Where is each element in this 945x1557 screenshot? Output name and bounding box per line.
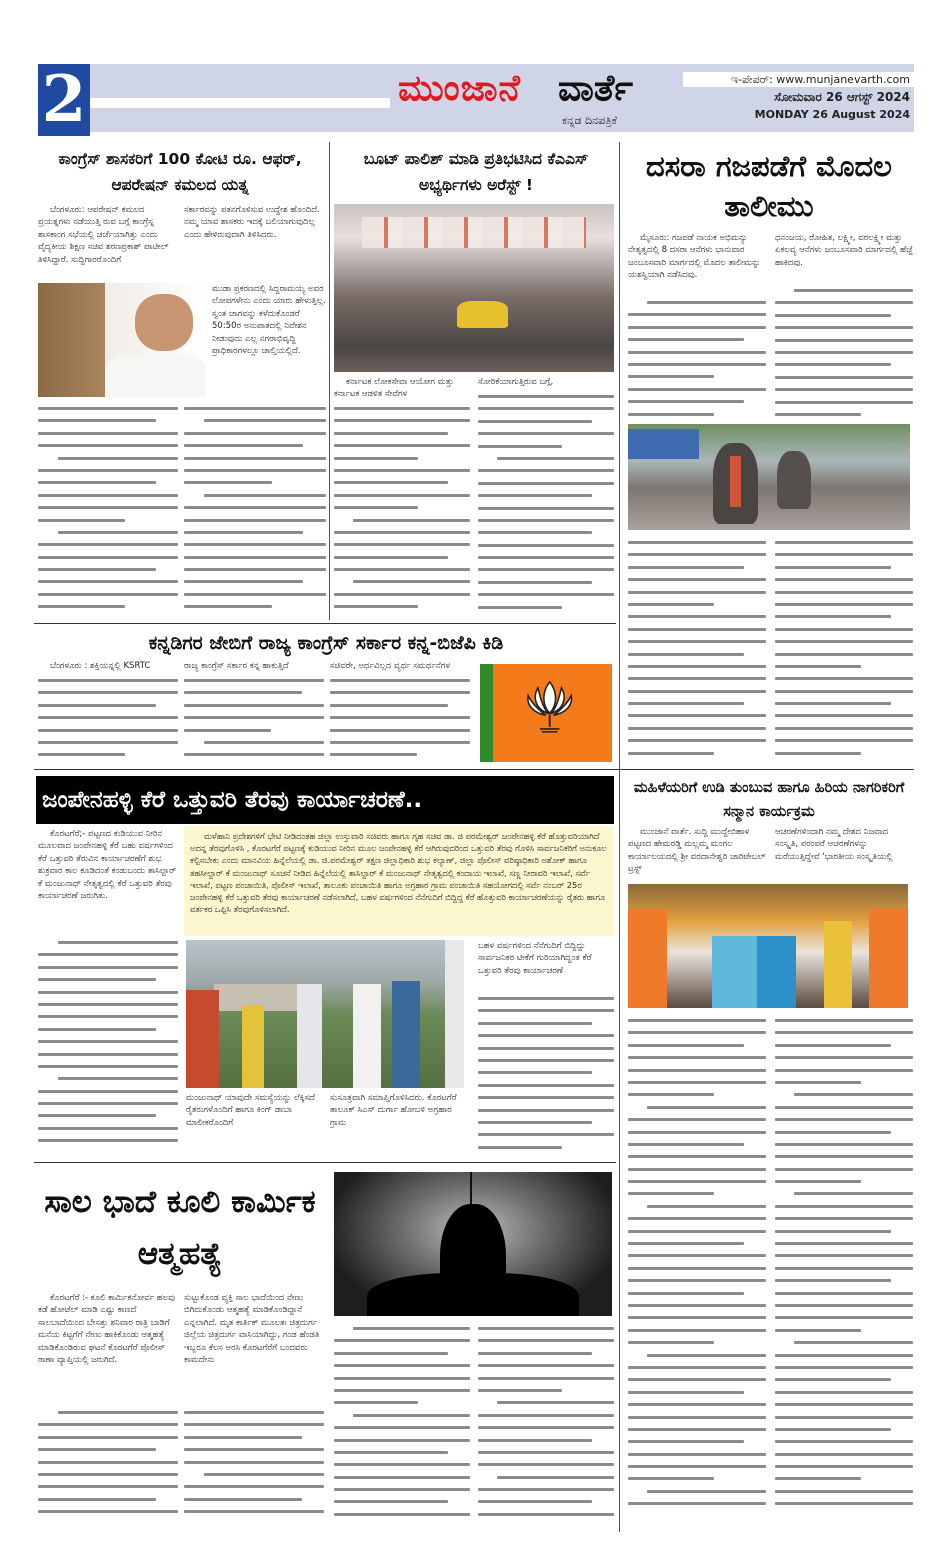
article-lead: ಕರ್ನಾಟಕ ಲೋಕಸೇವಾ ಆಯೋಗ ಮತ್ತು ಕರ್ನಾಟಕ ಆಡಳಿತ ಸೇವೆಗಳ — [334, 377, 454, 400]
article-text: ಧನಂಜಯ, ರೋಹಿತ, ಲಕ್ಷ್ಮೀ, ವರಲಕ್ಷ್ಮೀ ಮತ್ತು ಏಕಲವ್ಯ ಆನೆಗಳು ಜಂಬೂಸವಾರಿ ಮಾರ್ಗದಲ್ಲಿ ಹೆಜ್ಜೆ ಹಾಕಿದವು. — [775, 233, 913, 268]
lake-inspection-photo — [186, 940, 464, 1088]
section-divider — [34, 623, 616, 624]
date-kannada: ಸೋಮವಾರ 26 ಆಗಸ್ಟ್ 2024 — [774, 90, 910, 104]
article-text: ಸೋರಿಕೆಯಾಗುತ್ತಿರುವ ಬಗ್ಗೆ, — [478, 377, 554, 387]
article-body — [184, 402, 326, 616]
article-text: ರಾಜ್ಯ ಕಾಂಗ್ರೆಸ್ ಸರ್ಕಾರ ಕನ್ನ ಹಾಕುತ್ತಿದೆ — [184, 661, 289, 671]
article-body — [334, 402, 470, 616]
article-body — [184, 674, 324, 762]
article-text: ಮುಡಾ ಪ್ರಕರಣದಲ್ಲಿ ಸಿದ್ದರಾಮಯ್ಯ ಅವರ ಲೋಪಗಳೇನು ಎಂದು ಯಾರು ಹೇಳುತ್ತಿಲ್ಲ. ಸ್ವಂತ ಜಾಗವನ್ನು ಕಳೆದುಕೊಂಡರೆ 50:50ರ ಅನುಪಾತದಲ್ಲಿ ನಿವೇಶನ ನೀಡುವುದು ಎಲ್ಲ ನಗರಾಭಿವೃದ್ಧಿ ಪ್ರಾಧಿಕಾರಗಳಲ್ಲೂ ಚಾಲ್ತಿಯಲ್ಲಿದೆ. — [212, 284, 326, 357]
protest-photo — [334, 204, 614, 372]
bjp-logo — [480, 664, 612, 762]
article-body — [184, 1406, 324, 1526]
silhouette-photo — [334, 1172, 612, 1316]
article-text: ಸುಟ್ಟುಕೊಂಡ ವ್ಯಕ್ತಿ ಸಾಲ ಭಾದೆಯಿಂದ ನೇಣು ಬಿಗಿದುಕೊಂಡು ಆತ್ಮಹತ್ಯೆ ಮಾಡಿಕೊಂಡಿದ್ದಾನೆ ಎನ್ನಲಾಗಿದೆ. ಮೃತ ಕಾರ್ತಿಕ್ ಮೂಲತಃ ಚಿತ್ರದುರ್ಗ ಜಿಲ್ಲೆಯ ಚಿತ್ರದುರ್ಗ ವಾಸಿಯಾಗಿದ್ದು, ಗಂಡ ಹೆಂಡತಿ ಇಬ್ಬರೂ ಕೆಲಸ ಅರಸಿ ಕೊರಟಗೆರೆಗೆ ಬಂದವರು ಕಾಮದೇನು — [184, 1293, 320, 1366]
article-lead: ಕೊರಟಗೆರೆ :- ಕೂಲಿ ಕಾರ್ಮಿಕನೋರ್ವ ಹಲವು ಕಡೆ ಹೋಟೆಲ್ ಮಾಡಿ ಎಷ್ಟು ಕಾಣದೆ ಸಾಲಬಾದೆಯಿಂದ ಬೇಸತ್ತು ಶನಿವಾರ ರಾತ್ರಿ ಬಾಡಿಗೆ ಮನೆಯ ಕಿಟ್ಟಗೆಗೆ ನೇಣು ಹಾಕಿಕೊಂಡು ಆತ್ಮಹತ್ಯೆ ಮಾಡಿಕೊಂಡಿರುವ ಘಟನೆ ಕೊರಟಗೆರೆ ಪೊಲೀಸ್ ಠಾಣಾ ವ್ಯಾಪ್ತಿಯಲ್ಲಿ ಜರುಗಿದೆ. — [38, 1293, 176, 1366]
article-lead: ಕೊರಟಗೆರೆ;- ಪಟ್ಟಣದ ಕುಡಿಯುವ ನೀರಿನ ಮೂಲವಾದ ಜಂಪೇನಹಳ್ಳಿ ಕೆರೆ ಬಹು ವರ್ಷಗಳಿಂದ ಕೆರೆ ಒತ್ತುವರಿ ತೆರುವಿನ ಕಾರ್ಯಾಚರಣೆಗೆ ಶುಭ ಶುಕ್ರವಾರ ಕಾಲ ಕೂಡಿದಂತೆ ಕಂಡುಬಂದು ತಾಸಿಲ್ದಾರ್ ಕೆ ಮಂಜುನಾಥ್ ನೇತೃತ್ವದಲ್ಲಿ ಕೆರೆ ಒತ್ತುವರಿ ತೆರವು ಕಾರ್ಯಾಚರಣೆ ಜರುಗಿತು. — [38, 829, 177, 902]
elephants-photo — [628, 424, 910, 530]
article-body — [478, 992, 614, 1156]
headline: ಸಾಲ ಭಾದೆ ಕೂಲಿ ಕಾರ್ಮಿಕ ಆತ್ಮಹತ್ಯೆ — [44, 1184, 316, 1272]
article-lead: ಮೈಸೂರು: ಗಜಪಡೆ ನಾಯಕ ಅಭಿಮನ್ಯು ನೇತೃತ್ವದಲ್ಲಿ 8 ದಸರಾ ಆನೆಗಳು ಭಾನುವಾರ ಜಂಬೂಸವಾರಿ ಮಾರ್ಗದಲ್ಲಿ ಮೊದಲ ತಾಲೀಮನ್ನು ಯಶಸ್ವಿಯಾಗಿ ನಡೆಸಿದವು. — [628, 233, 761, 281]
headline: ಮಹಿಳೆಯರಿಗೆ ಉಡಿ ತುಂಬುವ ಹಾಗೂ ಹಿರಿಯ ನಾಗರಿಕರಿಗೆ ಸನ್ಮಾನ ಕಾರ್ಯಕ್ರಮ — [633, 780, 905, 820]
headline-band: ಜಂಪೇನಹಳ್ಳಿ ಕೆರೆ ಒತ್ತುವರಿ ತೆರವು ಕಾರ್ಯಾಚರಣೆ.. — [36, 776, 614, 824]
headline: ಕನ್ನಡಿಗರ ಜೇಬಿಗೆ ರಾಜ್ಯ ಕಾಂಗ್ರೆಸ್ ಸರ್ಕಾರ ಕನ್ನ-ಬಿಜೆಪಿ ಕಿಡಿ — [148, 632, 504, 654]
article-body — [38, 936, 178, 1156]
article-text: ಮಂಜುನಾಥ್ ಯಾವುದೇ ಸಮಸ್ಯೆಯನ್ನು ಲೆಕ್ಕಿಸದೆ ರೈತರುಗಳೊಂದಿಗೆ ಹಾಗೂ ಕಿಂಗ್ ಡಾಬಾ ಮಾಲೀಕರೊಂದಿಗೆ — [186, 1093, 315, 1128]
article-text: ಬಹಳ ವರ್ಷಗಳಿಂದ ನೆನೆಗುದಿಗೆ ಬಿದ್ದಿದ್ದು ಸಾರ್ವಜನಿಕರ ಟೀಕೆಗೆ ಗುರಿಯಾಗಿದ್ದಂತ ಕೆರೆ ಒತ್ತುವರಿ ತೆರವು ಕಾರ್ಯಾಚರಣೆ — [478, 941, 592, 976]
column-divider — [619, 142, 620, 1532]
section-divider — [34, 1162, 616, 1163]
article-body — [628, 536, 766, 766]
highlight-box: ಮಳೆಹಾನಿ ಪ್ರದೇಶಗಳಿಗೆ ಭೇಟಿ ನೀಡಿದಂತಹ ಜಿಲ್ಲಾ ಉಸ್ತುವಾರಿ ಸಚಿವರು ಹಾಗೂ ಗೃಹ ಸಚಿವ ಡಾ. ಜಿ ಪರಮೇಶ್ವರ್ ಜಂಪೇನಹಳ್ಳಿ ಕೆರೆ ಹೊತ್ತುವರಿಯಾಗಿದೆ ಅದನ್ನ ತೆರವುಗೊಳಿಸಿ , ಕೊರಟಗೆರೆ ಪಟ್ಟಣಕ್ಕೆ ಕುಡಿಯುವ ನೀರಿನ ಮೂಲ ಜಂಪೇನಹಳ್ಳಿ ಕೆರೆ ಆಗಿರುವುದರಿಂದ ಒತ್ತುವರಿ ತೆರವು ಗೊಳಿಸಿ ಸಾರ್ವಜನಿಕರಿಗೆ ಅನುಕೂಲ ಕಲ್ಪಿಸಬೇಕು ಎಂದು ಮಾನವಿಯ ಹಿನ್ನೆಲೆಯಲ್ಲಿ ಡಾ. ಜಿ.ಪರಮೇಶ್ವರ್ ತಕ್ಷಣ ಜಿಲ್ಲಾಧಿಕಾರಿ ಶುಭ ಕಲ್ಯಾಣ್, ಜಿಲ್ಲಾ ಪೊಲೀಸ್ ವರಿಷ್ಠಾಧಿಕಾರಿ ಅಶೋಕ್ ಹಾಗೂ ತಹಸೀಲ್ದಾರ್ ಕೆ ಮಂಜುನಾಥ್ ಸೂಚನೆ ನೀಡಿದ ಹಿನ್ನೆಲೆಯಲ್ಲಿ ತಾಸಿಲ್ದಾರ್ ಕೆ ಮಂಜುನಾಥ್ ನೇತೃತ್ವದಲ್ಲಿ ಕಂದಾಯ ಇಲಾಖೆ, ಸಣ್ಣ ನೀರಾವರಿ ಇಲಾಖೆ, ಸರ್ವೆ ಇಲಾಖೆ, ಪಟ್ಟಣ ಪಂಚಾಯಿತಿ, ಪೊಲೀಸ್ ಇಲಾಖೆ, ತಾಲೂಕು ಪಂಚಾಯಿತಿ ಹಾಗೂ ಅಗ್ರಹಾರ ಗ್ರಾಮ ಪಂಚಾಯಿತಿ ಸಹಯೋಗದಲ್ಲಿ ಸರ್ವೆ ನಂಬರ್ 25ರ ಜಂಪೇನಹಳ್ಳಿ ಕೆರೆ ಒತ್ತುವರಿ ತೆರವು ಕಾರ್ಯಾಚರಣೆ ನಡೆಸಲಾಗಿದೆ, ಬಹಳ ವರ್ಷಗಳಿಂದ ನೆನೆಗುದಿಗೆ ಬಿದ್ದಿದ್ದ ಕೆರೆ ಹೊತ್ತುವರಿ ಕಾರ್ಯಾಚರಣೆಯನ್ನು ರೈತರು ಹಾಗೂ ವರ್ತಕರ ಒಪ್ಪಿಸಿ ತೆರವುಗೊಳಿಸಲಾಗಿದೆ. — [184, 826, 614, 936]
page-number: 2 — [38, 64, 90, 136]
article-body — [334, 1322, 470, 1526]
article-text: ಸುಸೂತ್ರವಾಗಿ ಸಮಾಪ್ತಿಗೊಳಿಸಿದರು. ಕೊರಟಗೆರೆ ತಾಲೂಕ್ ಸಿಎಸ್ ದುರ್ಗಾ ಹೋಬಳಿ ಅಗ್ರಹಾರ ಗ್ರಾಮ — [330, 1093, 457, 1128]
article-body — [775, 536, 913, 766]
lotus-icon — [520, 676, 579, 735]
article-body — [775, 284, 913, 420]
brand-logo-black: ವಾರ್ತೆ — [558, 68, 633, 109]
article-body — [628, 296, 766, 420]
headline: ಕಾಂಗ್ರೆಸ್ ಶಾಸಕರಿಗೆ 100 ಕೋಟಿ ರೂ. ಆಫರ್, ಆಪರೇಷನ್ ಕಮಲದ ಯತ್ನ — [58, 150, 302, 194]
headline: ದಸರಾ ಗಜಪಡೆಗೆ ಮೊದಲ ತಾಲೀಮು — [646, 149, 892, 223]
column-divider — [329, 142, 330, 620]
date-english: MONDAY 26 August 2024 — [754, 108, 910, 121]
masthead-stripe — [90, 98, 390, 108]
article-body — [38, 402, 178, 616]
section-divider — [34, 769, 914, 770]
brand-tagline: ಕನ್ನಡ ದಿನಪತ್ರಿಕೆ — [562, 114, 618, 127]
article-text: ಸರ್ಕಾರವನ್ನು ಪತನಗೊಳಿಸುವ ಉದ್ದೇಶ ಹೊಂದಿದೆ. ನಮ್ಮ ಯಾವ ಶಾಸಕರು ಇದಕ್ಕೆ ಬಲಿಯಾಗುವುದಿಲ್ಲ ಎಂದು ಹೇಳಿರುವುದಾಗಿ ತಿಳಿಸಿದರು. — [184, 205, 320, 240]
article-body — [38, 1406, 178, 1526]
article-body — [628, 1014, 766, 1524]
article-lead: ಬೆಂಗಳೂರು: ಆಪರೇಷನ್ ಕಮಲದ ಪ್ರಯತ್ನಗಳು ನಡೆಯುತ್ತಿ ರುವ ಬಗ್ಗೆ ಕಾಂಗ್ರೆಸ್ನ ಶಾಸಕಾಂಗ ಸಭೆಯಲ್ಲಿ ಚರ್ಚೆಯಾಗಿತ್ತು ಎಂದು ವೈದ್ಯಕೀಯ ಶಿಕ್ಷಣ ಸಚಿವ ಶರಣಪ್ರಕಾಶ್ ಪಾಟೀಲ್ ತಿಳಿಸಿದ್ದಾರೆ. ಸುದ್ದಿಗಾರರೊಂದಿಗೆ — [38, 205, 169, 265]
article-lead: ಬೆಂಗಳೂರು : ಶಕ್ತಿಯನ್ನಲ್ಲಿ KSRTC — [50, 661, 151, 671]
politician-photo — [38, 283, 206, 397]
article-body — [478, 390, 614, 616]
article-text: ಸಚಿವರೇ, ಅರ್ಥವಿಲ್ಲದ ವ್ಯರ್ಥ ಸಮರ್ಥನೆಗಳ — [330, 661, 451, 671]
article-lead: ಮುಂಜಾನೆ ವಾರ್ತೆ. ಸುದ್ದಿ ಮುದ್ದೇಬಿಹಾಳ ಪಟ್ಟಣದ ಹೇಮರಡ್ಡಿ ಮಲ್ಲಮ್ಮ ಮಂಗಲ ಕಾರ್ಯಾಲಯದಲ್ಲಿ ಶ್ರೀ ವರದಾನೇಶ್ವರಿ ಚಾರಿಟೇಬಲ್ ಟ್ರಸ್ಟ್ — [628, 827, 766, 875]
felicitation-photo — [628, 884, 908, 1008]
article-body — [330, 674, 470, 762]
brand-logo-red: ಮುಂಜಾನೆ — [398, 68, 521, 109]
article-body — [775, 1014, 913, 1524]
epaper-link[interactable]: ಇ-ಪೇಪರ್: www.munjanevarth.com — [683, 72, 914, 87]
article-text: ಆಚರಣೆಗಳಿಂದಾಗಿ ನಮ್ಮ ದೇಶದ ನಿಜವಾದ ಸಂಸ್ಕೃತಿ, ಪರಂಪರೆ ಆಚರಣೆಗಳನ್ನು ಮರೆಯುತ್ತಿದ್ದೇವೆ 'ಭಾರತೀಯ ಸಂಸ್ಕೃತಿಯಲ್ಲಿ — [775, 827, 893, 862]
article-body — [478, 1322, 614, 1526]
headline: ಬೂಟ್ ಪಾಲಿಶ್ ಮಾಡಿ ಪ್ರತಿಭಟಿಸಿದ ಕೆಎಎಸ್ ಅಭ್ಯರ್ಥಿಗಳು ಅರೆಸ್ಟ್ ! — [363, 150, 589, 194]
article-body — [38, 674, 178, 762]
